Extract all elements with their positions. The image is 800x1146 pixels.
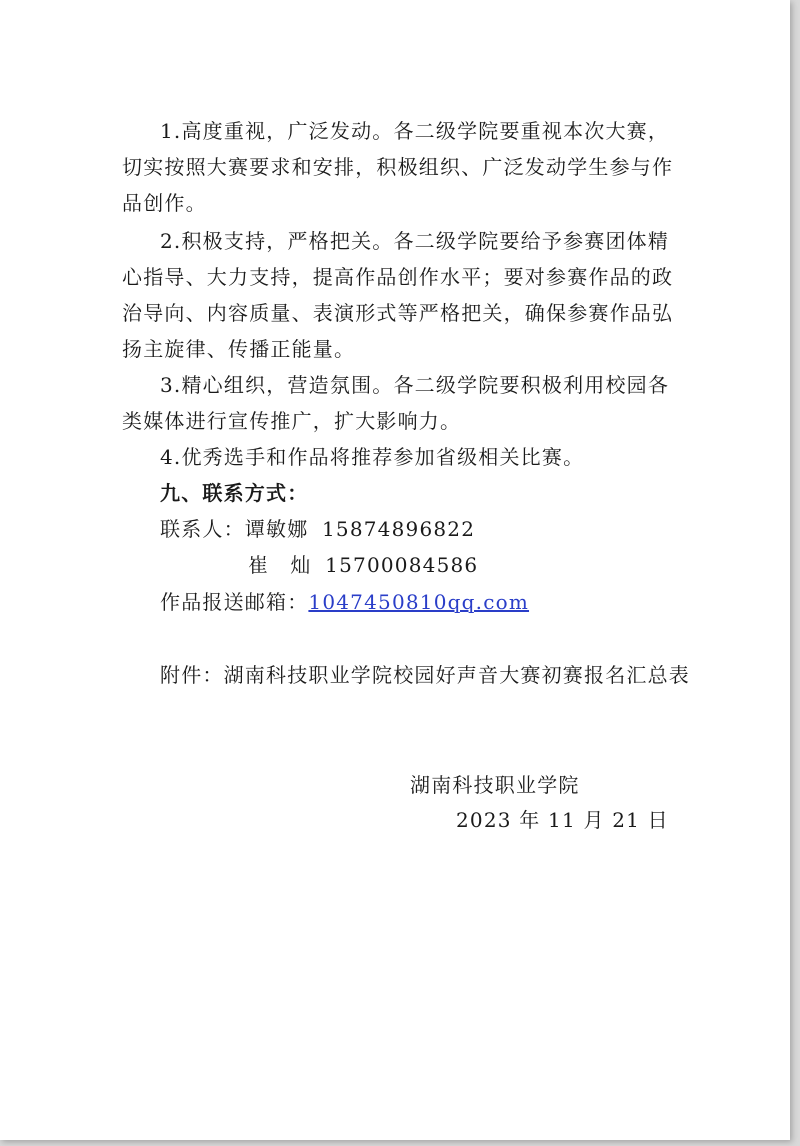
item-3-line-2: 类媒体进行宣传推广，扩大影响力。: [122, 409, 462, 433]
item-2-line-4: 扬主旋律、传播正能量。: [122, 337, 356, 361]
contact-person-2: [248, 551, 478, 579]
item-2-line-1: [160, 227, 669, 255]
item-1-line-3: 品创作。: [122, 191, 207, 215]
item-3-line-1: [160, 371, 669, 399]
signature-month: 11: [548, 808, 576, 832]
signature-date: [456, 806, 669, 834]
attachment-text: 湖南科技职业学院校园好声音大赛初赛报名汇总表: [223, 663, 691, 687]
item-4-line-1: [160, 443, 584, 471]
item-1-line-2: 切实按照大赛要求和安排，积极组织、广泛发动学生参与作: [122, 155, 674, 179]
item-2-number: 2.: [160, 229, 182, 253]
signature-year-unit: 年: [519, 808, 541, 832]
item-1-number: 1.: [160, 119, 182, 143]
signature-org: 湖南科技职业学院: [410, 773, 580, 797]
contact-email-label: 作品报送邮箱：: [160, 590, 309, 614]
item-3-text-1: 精心组织，营造氛围。各二级学院要积极利用校园各: [181, 373, 670, 397]
contact-person-2-phone: 15700084586: [325, 553, 479, 577]
signature-month-unit: 月: [583, 808, 605, 832]
contact-person-1-name: 谭敏娜: [244, 517, 309, 541]
item-4-text-1: 优秀选手和作品将推荐参加省级相关比赛。: [181, 445, 585, 469]
contact-heading: 九、联系方式：: [160, 481, 309, 505]
contact-person-1: [160, 515, 475, 543]
item-2-line-3: 治导向、内容质量、表演形式等严格把关，确保参赛作品弘: [122, 301, 674, 325]
attachment-row: [160, 661, 690, 689]
item-2-line-2: 心指导、大力支持，提高作品创作水平；要对参赛作品的政: [122, 265, 674, 289]
contact-person-1-phone: 15874896822: [321, 517, 476, 541]
item-2-text-1: 积极支持，严格把关。各二级学院要给予参赛团体精: [181, 229, 670, 253]
item-3-number: 3.: [160, 373, 182, 397]
contact-email-row: [160, 588, 529, 616]
signature-day-unit: 日: [647, 808, 669, 832]
contact-person-2-name: 崔 灿: [248, 553, 312, 577]
item-1-text-1: 高度重视，广泛发动。各二级学院要重视本次大赛，: [181, 119, 670, 143]
item-4-number: 4.: [160, 445, 182, 469]
attachment-label: 附件：: [160, 663, 224, 687]
contact-email-link[interactable]: 1047450810qq.com: [308, 590, 530, 614]
signature-year: 2023: [456, 808, 512, 832]
contact-person-label: 联系人：: [160, 517, 245, 541]
signature-day: 21: [612, 808, 641, 832]
item-1-line-1: [160, 117, 669, 145]
